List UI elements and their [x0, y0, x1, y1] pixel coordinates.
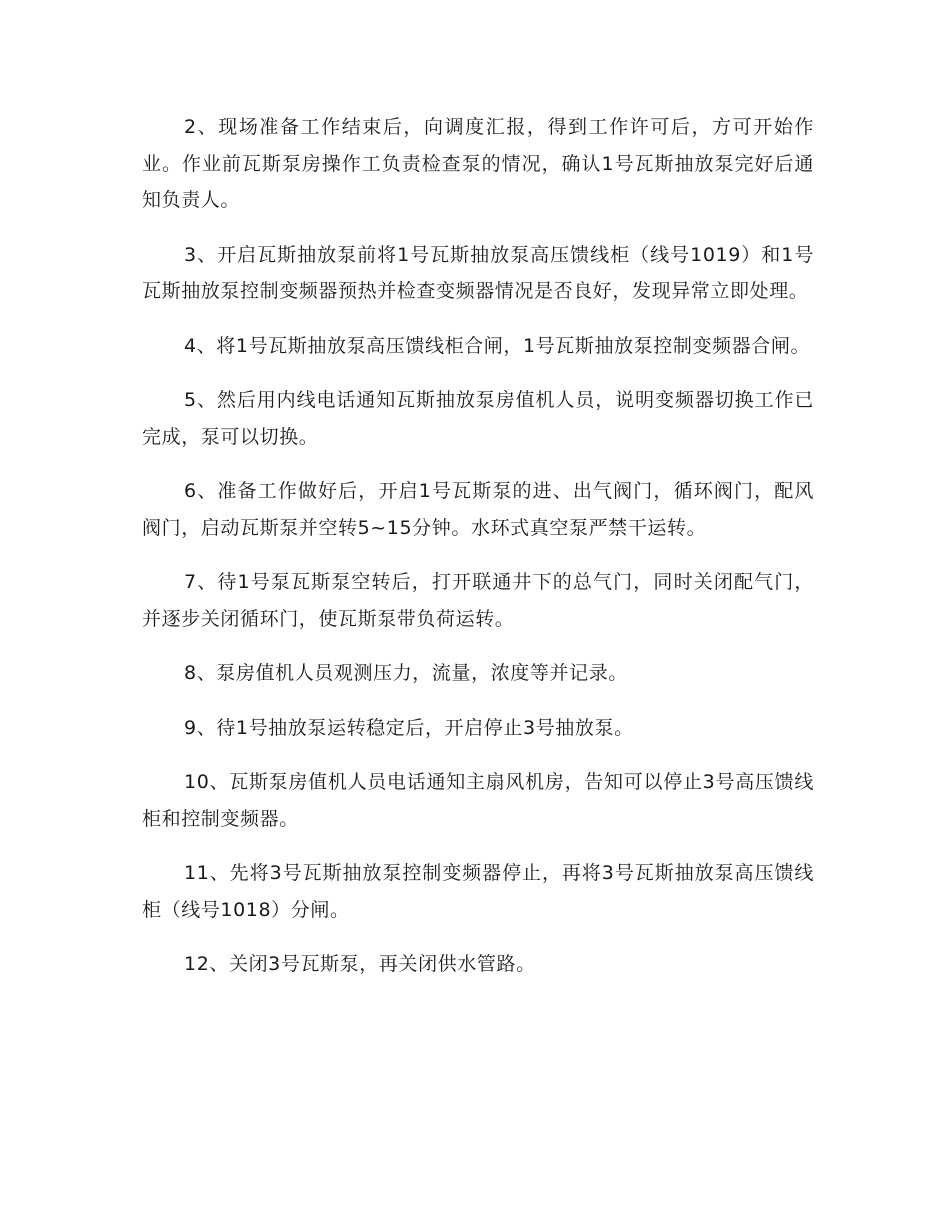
paragraph-step-9: 9、待1号抽放泵运转稳定后，开启停止3号抽放泵。 [184, 716, 634, 739]
document-body [142, 109, 814, 1001]
paragraph-step-2: 2、现场准备工作结束后，向调度汇报，得到工作许可后，方可开始作业。作业前瓦斯泵房操作工负责检查泵的情况，确认1号瓦斯抽放泵完好后通知负责人。 [142, 116, 814, 211]
paragraph-step-3: 3、开启瓦斯抽放泵前将1号瓦斯抽放泵高压馈线柜（线号1019）和1号瓦斯抽放泵控制变频器预热并检查变频器情况是否良好，发现异常立即处理。 [142, 243, 814, 302]
paragraph-step-5: 5、然后用内线电话通知瓦斯抽放泵房值机人员，说明变频器切换工作已完成，泵可以切换。 [142, 389, 814, 448]
paragraph-step-7: 7、待1号泵瓦斯泵空转后，打开联通井下的总气门，同时关闭配气门，并逐步关闭循环门，使瓦斯泵带负荷运转。 [142, 571, 814, 630]
paragraph-step-4: 4、将1号瓦斯抽放泵高压馈线柜合闸，1号瓦斯抽放泵控制变频器合闸。 [184, 334, 811, 357]
paragraph-step-6: 6、准备工作做好后，开启1号瓦斯泵的进、出气阀门，循环阀门，配风阀门，启动瓦斯泵并空转5~15分钟。水环式真空泵严禁干运转。 [142, 480, 814, 539]
paragraph-step-11: 11、先将3号瓦斯抽放泵控制变频器停止，再将3号瓦斯抽放泵高压馈线柜（线号1018）分闸。 [142, 862, 814, 921]
paragraph-step-8: 8、泵房值机人员观测压力，流量，浓度等并记录。 [184, 662, 628, 684]
paragraph-step-10: 10、瓦斯泵房值机人员电话通知主扇风机房，告知可以停止3号高压馈线柜和控制变频器。 [142, 771, 814, 830]
paragraph-step-12: 12、关闭3号瓦斯泵，再关闭供水管路。 [184, 953, 536, 975]
